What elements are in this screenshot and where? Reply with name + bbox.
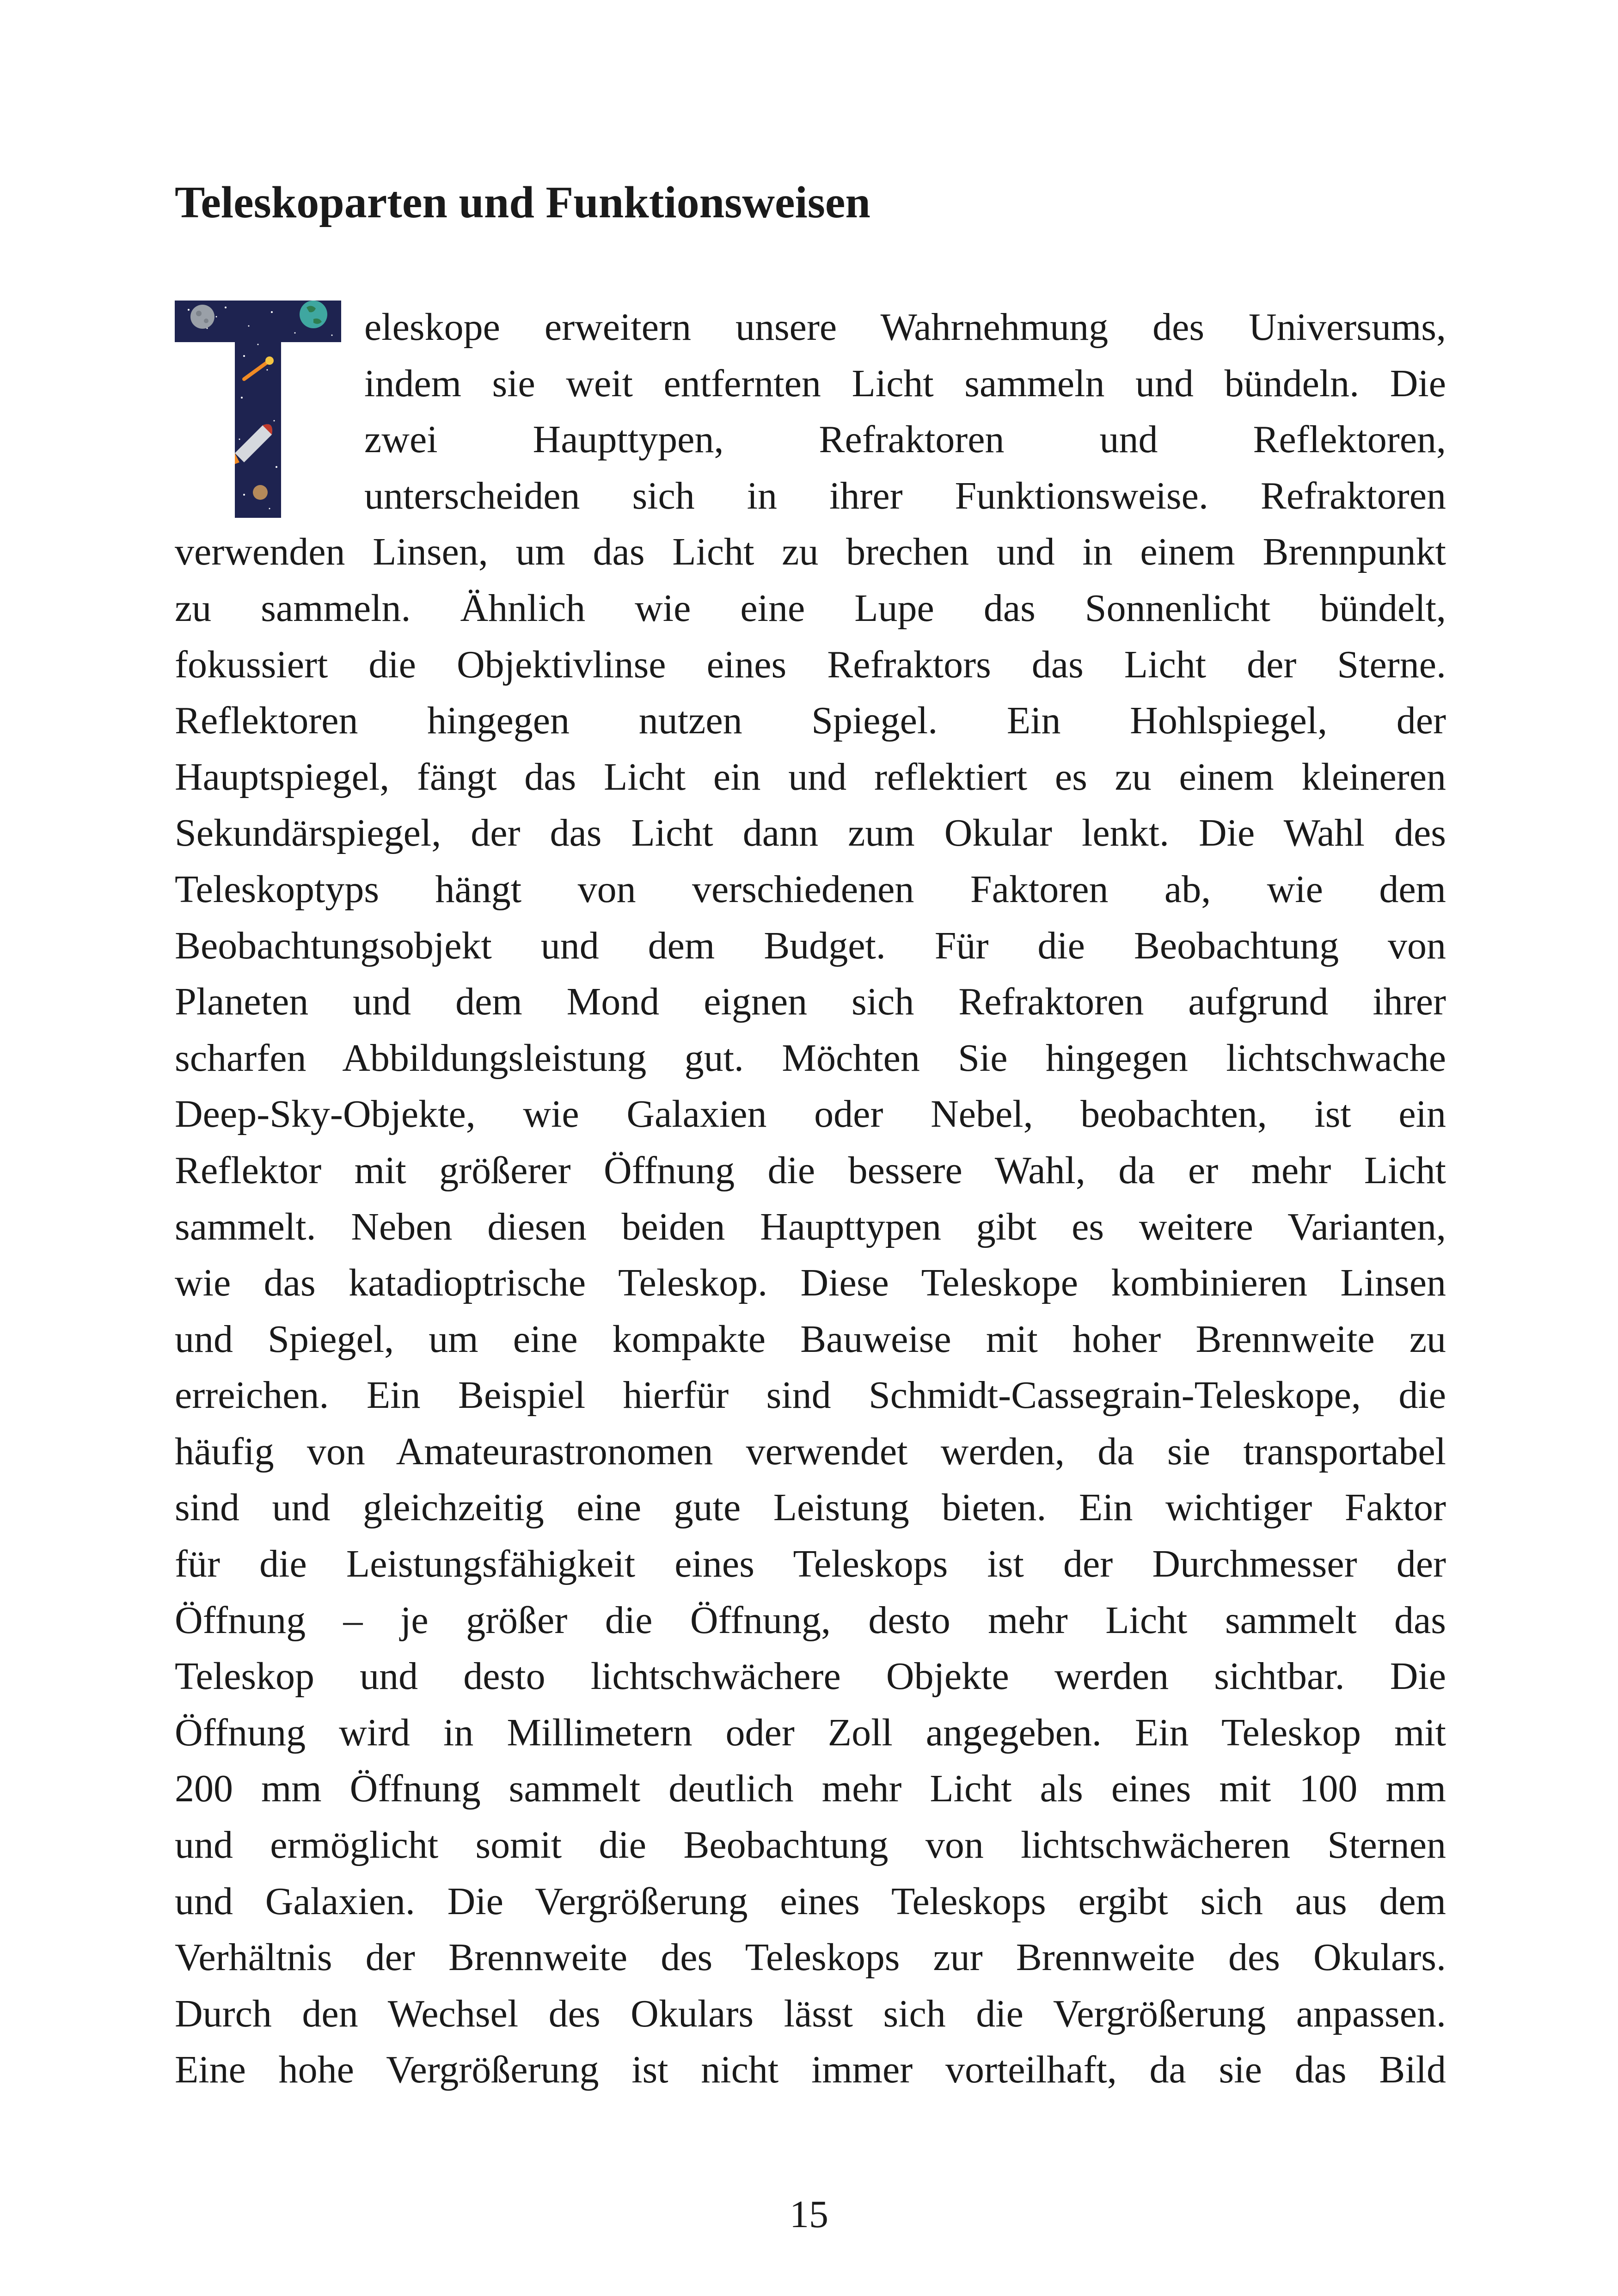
text-line: zwei Haupttypen, Refraktoren und Reflektoren, bbox=[364, 418, 1446, 461]
text-line: unterscheiden sich in ihrer Funktionsweise. Refraktoren bbox=[364, 474, 1446, 517]
text-line: verwenden Linsen, um das Licht zu brechen und in einem Brennpunkt bbox=[175, 530, 1446, 574]
body-text bbox=[175, 299, 1446, 2098]
text-line: Reflektor mit größerer Öffnung die bessere Wahl, da er mehr Licht bbox=[175, 1148, 1446, 1192]
text-line: und Galaxien. Die Vergrößerung eines Teleskops ergibt sich aus dem bbox=[175, 1879, 1446, 1923]
text-line: indem sie weit entfernten Licht sammeln und bündeln. Die bbox=[364, 362, 1446, 405]
text-line: Öffnung – je größer die Öffnung, desto mehr Licht sammelt das bbox=[175, 1598, 1446, 1642]
text-line: Durch den Wechsel des Okulars lässt sich die Vergrößerung anpassen. bbox=[175, 1992, 1446, 2035]
text-line: sind und gleichzeitig eine gute Leistung bieten. Ein wichtiger Faktor bbox=[175, 1486, 1446, 1529]
text-line: Deep-Sky-Objekte, wie Galaxien oder Nebel, beobachten, ist ein bbox=[175, 1093, 1446, 1136]
text-line: erreichen. Ein Beispiel hierfür sind Schmidt-Cassegrain-Teleskope, die bbox=[175, 1374, 1446, 1417]
text-line: Beobachtungsobjekt und dem Budget. Für die Beobachtung von bbox=[175, 924, 1446, 967]
text-line: Teleskoptyps hängt von verschiedenen Faktoren ab, wie dem bbox=[175, 867, 1446, 911]
text-line: Verhältnis der Brennweite des Teleskops zur Brennweite des Okulars. bbox=[175, 1936, 1446, 1979]
text-line: Hauptspiegel, fängt das Licht ein und reflektiert es zu einem kleineren bbox=[175, 755, 1446, 798]
text-line: und ermöglicht somit die Beobachtung von lichtschwächeren Sternen bbox=[175, 1823, 1446, 1867]
text-line: und Spiegel, um eine kompakte Bauweise mit hoher Brennweite zu bbox=[175, 1317, 1446, 1361]
text-line: häufig von Amateurastronomen verwendet werden, da sie transportabel bbox=[175, 1430, 1446, 1473]
text-line: Reflektoren hingegen nutzen Spiegel. Ein Hohlspiegel, der bbox=[175, 699, 1446, 743]
text-line: Sekundärspiegel, der das Licht dann zum Okular lenkt. Die Wahl des bbox=[175, 811, 1446, 855]
text-line: fokussiert die Objektivlinse eines Refraktors das Licht der Sterne. bbox=[175, 643, 1446, 686]
text-line: Planeten und dem Mond eignen sich Refraktoren aufgrund ihrer bbox=[175, 980, 1446, 1024]
text-line: zu sammeln. Ähnlich wie eine Lupe das Sonnenlicht bündelt, bbox=[175, 586, 1446, 630]
text-line: Öffnung wird in Millimetern oder Zoll angegeben. Ein Teleskop mit bbox=[175, 1711, 1446, 1754]
text-line: scharfen Abbildungsleistung gut. Möchten Sie hingegen lichtschwache bbox=[175, 1036, 1446, 1080]
text-line: eleskope erweitern unsere Wahrnehmung des Universums, bbox=[364, 306, 1446, 349]
text-line: sammelt. Neben diesen beiden Haupttypen gibt es weitere Varianten, bbox=[175, 1205, 1446, 1248]
page-number: 15 bbox=[790, 2193, 828, 2236]
text-line: 200 mm Öffnung sammelt deutlich mehr Licht als eines mit 100 mm bbox=[175, 1767, 1446, 1811]
text-line: Teleskop und desto lichtschwächere Objekte werden sichtbar. Die bbox=[175, 1655, 1446, 1698]
page-title: Teleskoparten und Funktionsweisen bbox=[175, 178, 870, 227]
text-line: wie das katadioptrische Teleskop. Diese Teleskope kombinieren Linsen bbox=[175, 1261, 1446, 1305]
text-line: Eine hohe Vergrößerung ist nicht immer vorteilhaft, da sie das Bild bbox=[175, 2048, 1446, 2092]
text-line: für die Leistungsfähigkeit eines Teleskops ist der Durchmesser der bbox=[175, 1542, 1446, 1586]
